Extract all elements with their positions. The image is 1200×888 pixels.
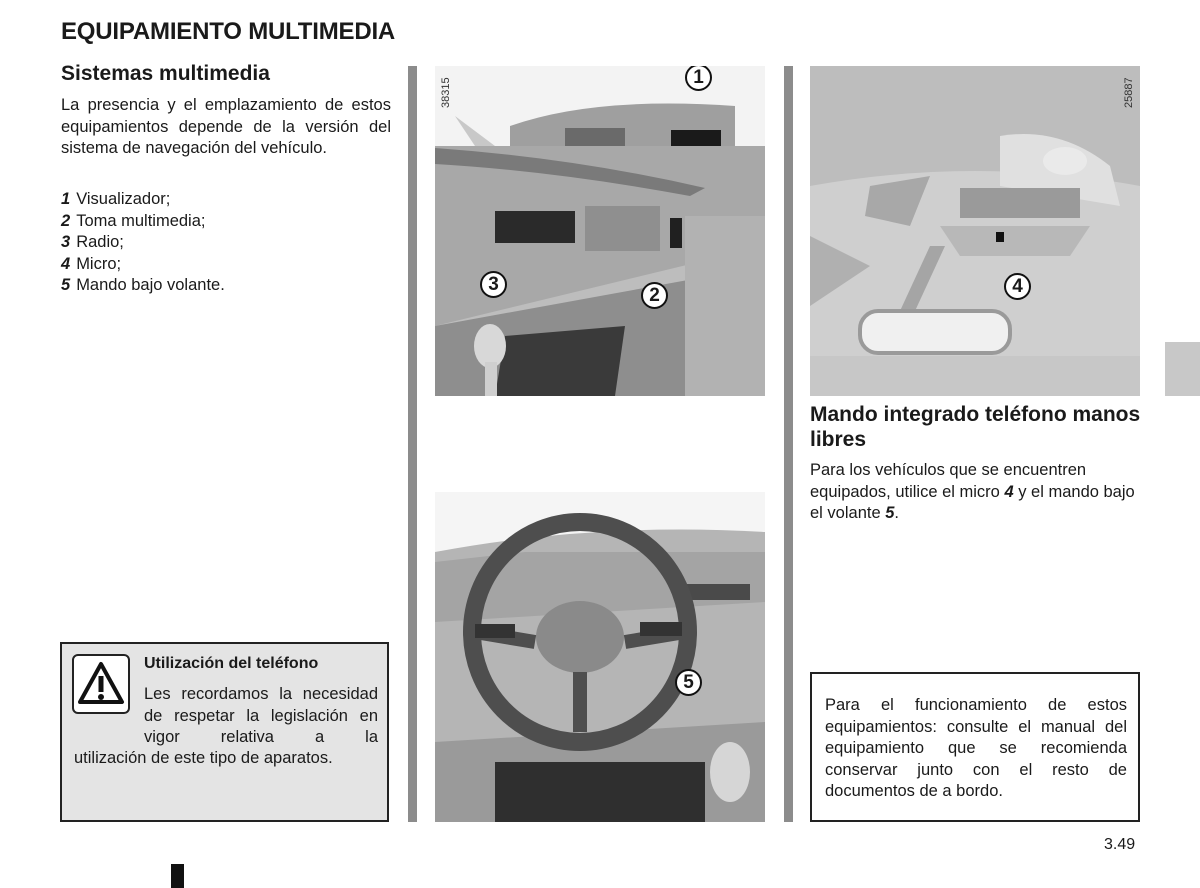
note-text: Para el funcionamiento de estos equipamientos: consulte el manual del equipamiento que se recomienda conservar junto con el resto de documentos de a bordo. <box>825 696 1127 800</box>
note-box <box>810 672 1140 822</box>
chapter-tab <box>1165 342 1200 396</box>
equipment-list <box>61 189 391 297</box>
handsfree-text: Para los vehículos que se encuentren equipados, utilice el micro 4 y el mando bajo el volante 5. <box>810 461 1135 522</box>
column-divider-right <box>784 66 793 822</box>
column-divider-left <box>408 66 417 822</box>
steering-wheel-photo <box>435 492 765 822</box>
binder-mark <box>171 864 184 888</box>
callout-1: 1 <box>685 66 712 91</box>
list-item: 5 Mando bajo volante. <box>61 276 225 294</box>
warning-title: Utilización del teléfono <box>144 655 319 672</box>
micro-ref: 4 <box>1004 482 1014 501</box>
callout-2: 2 <box>641 282 668 309</box>
warning-triangle-icon <box>72 654 130 714</box>
callout-4: 4 <box>1004 273 1031 300</box>
warning-box <box>60 642 389 822</box>
list-item: 2 Toma multimedia; <box>61 211 206 230</box>
section-title: Sistemas multimedia <box>61 62 270 85</box>
callout-5: 5 <box>675 669 702 696</box>
photo-ref-label: 25887 <box>1123 77 1135 108</box>
callout-3: 3 <box>480 271 507 298</box>
list-item: 3 Radio; <box>61 233 124 251</box>
list-item: 4 Micro; <box>61 254 122 273</box>
handsfree-title: Mando integrado teléfono manos libres <box>810 403 1141 451</box>
ceiling-photo <box>810 66 1140 396</box>
intro-paragraph: La presencia y el emplazamiento de estos equipamientos depende de la versión del sistema de navegación del vehículo. <box>61 96 391 157</box>
warning-text-end: utilización de este tipo de aparatos. <box>74 749 333 767</box>
wheel-ref: 5 <box>885 504 895 522</box>
page-title: EQUIPAMIENTO MULTIMEDIA <box>61 18 396 45</box>
list-item: 1 Visualizador; <box>61 190 171 208</box>
dashboard-photo <box>435 66 765 396</box>
page-number: 3.49 <box>1104 836 1136 853</box>
photo-ref-label: 38315 <box>440 77 452 108</box>
warning-text: Les recordamos la necesidad de respetar la legislación en vigor relativa a la <box>144 685 378 746</box>
